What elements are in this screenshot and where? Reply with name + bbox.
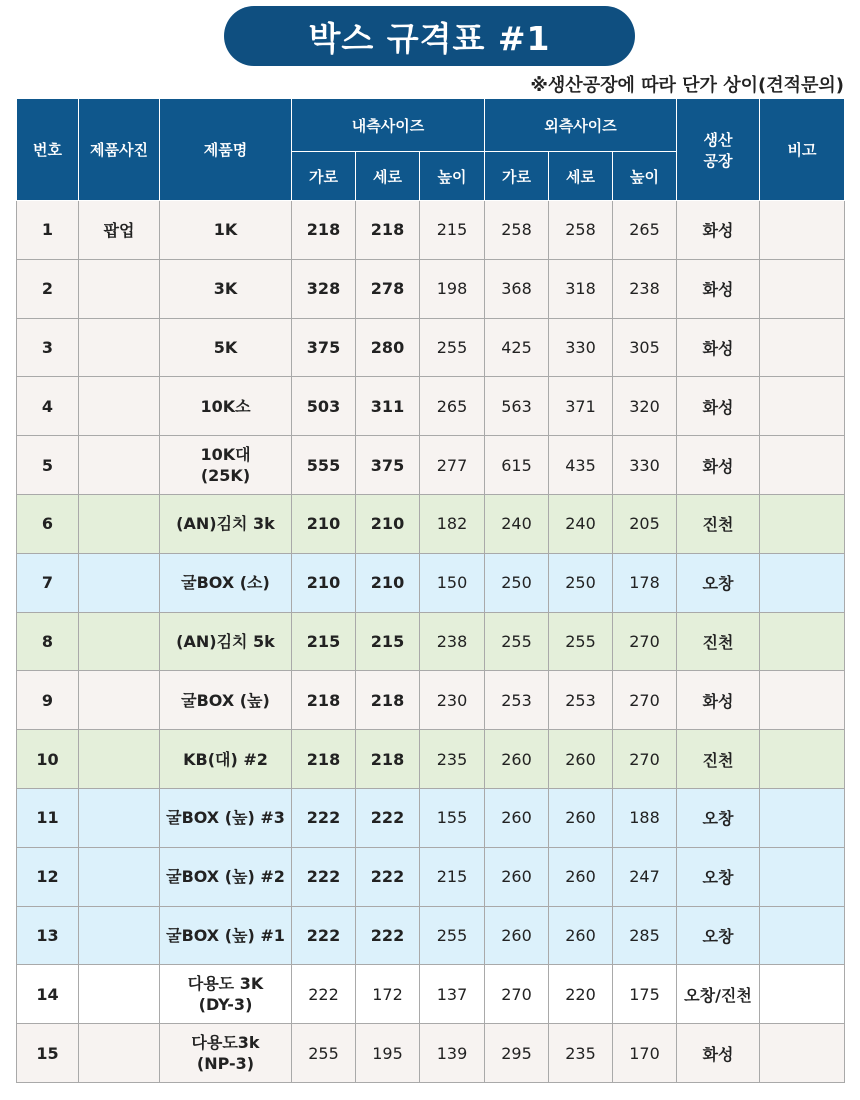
cell-remark — [760, 847, 845, 906]
cell-outer-width: 425 — [485, 318, 549, 377]
cell-factory: 오창 — [677, 906, 760, 965]
cell-name-line: 굴BOX (높) #2 — [166, 867, 285, 887]
cell-factory: 화성 — [677, 201, 760, 260]
cell-photo — [79, 553, 160, 612]
cell-photo: 팝업 — [79, 201, 160, 260]
cell-remark — [760, 730, 845, 789]
cell-name-line: 굴BOX (소) — [181, 573, 270, 593]
cell-outer-height: 320 — [613, 377, 677, 436]
cell-inner-width: 255 — [292, 1024, 356, 1083]
table-row — [17, 259, 845, 318]
cell-factory: 화성 — [677, 436, 760, 495]
cell-inner-height: 255 — [420, 318, 485, 377]
cell-remark — [760, 494, 845, 553]
cell-inner-length: 210 — [356, 553, 420, 612]
cell-outer-height: 305 — [613, 318, 677, 377]
cell-outer-width: 260 — [485, 906, 549, 965]
cell-name-line: 굴BOX (높) #1 — [166, 925, 285, 945]
cell-outer-height: 330 — [613, 436, 677, 495]
cell-outer-height: 265 — [613, 201, 677, 260]
cell-photo — [79, 847, 160, 906]
cell-name-line: (AN)김치 3k — [176, 514, 275, 534]
table-row — [17, 553, 845, 612]
cell-inner-length: 222 — [356, 847, 420, 906]
cell-outer-width: 240 — [485, 494, 549, 553]
cell-no: 13 — [17, 906, 79, 965]
cell-remark — [760, 1024, 845, 1083]
cell-inner-height: 230 — [420, 671, 485, 730]
cell-inner-height: 182 — [420, 494, 485, 553]
cell-inner-width: 555 — [292, 436, 356, 495]
cell-outer-length: 240 — [549, 494, 613, 553]
cell-inner-length: 375 — [356, 436, 420, 495]
cell-no: 12 — [17, 847, 79, 906]
cell-outer-height: 238 — [613, 259, 677, 318]
cell-inner-length: 218 — [356, 671, 420, 730]
header-inner-size: 내측사이즈 — [292, 99, 485, 152]
cell-factory: 진천 — [677, 730, 760, 789]
cell-remark — [760, 671, 845, 730]
cell-outer-width: 295 — [485, 1024, 549, 1083]
cell-factory: 진천 — [677, 612, 760, 671]
table-row — [17, 612, 845, 671]
cell-inner-length: 222 — [356, 906, 420, 965]
cell-inner-height: 238 — [420, 612, 485, 671]
cell-inner-height: 215 — [420, 847, 485, 906]
cell-remark — [760, 259, 845, 318]
cell-inner-length: 210 — [356, 494, 420, 553]
cell-no: 7 — [17, 553, 79, 612]
cell-no: 4 — [17, 377, 79, 436]
cell-outer-length: 435 — [549, 436, 613, 495]
cell-no: 9 — [17, 671, 79, 730]
table-row — [17, 494, 845, 553]
cell-remark — [760, 906, 845, 965]
page-title: 박스 규격표 #1 — [224, 6, 635, 66]
cell-name-line: 굴BOX (높) #3 — [166, 808, 285, 828]
cell-inner-length: 195 — [356, 1024, 420, 1083]
cell-name-line: (AN)김치 5k — [176, 631, 275, 651]
cell-name — [160, 377, 292, 436]
cell-outer-length: 250 — [549, 553, 613, 612]
cell-outer-height: 247 — [613, 847, 677, 906]
cell-inner-length: 280 — [356, 318, 420, 377]
table-row — [17, 201, 845, 260]
header-name: 제품명 — [160, 99, 292, 201]
table-row — [17, 671, 845, 730]
cell-outer-height: 178 — [613, 553, 677, 612]
header-inner-width: 가로 — [292, 152, 356, 201]
cell-no: 1 — [17, 201, 79, 260]
cell-inner-width: 222 — [292, 965, 356, 1024]
cell-inner-length: 222 — [356, 788, 420, 847]
cell-name-line: (DY-3) — [198, 995, 253, 1015]
cell-inner-height: 155 — [420, 788, 485, 847]
cell-inner-width: 210 — [292, 494, 356, 553]
cell-factory: 오창 — [677, 788, 760, 847]
cell-inner-height: 235 — [420, 730, 485, 789]
cell-outer-length: 220 — [549, 965, 613, 1024]
cell-outer-width: 260 — [485, 730, 549, 789]
cell-remark — [760, 201, 845, 260]
cell-name-line: 다용도3k — [191, 1033, 260, 1053]
cell-outer-width: 253 — [485, 671, 549, 730]
cell-photo — [79, 965, 160, 1024]
cell-name-line: (25K) — [200, 466, 251, 486]
cell-outer-height: 188 — [613, 788, 677, 847]
table-row — [17, 965, 845, 1024]
cell-inner-width: 210 — [292, 553, 356, 612]
cell-factory: 화성 — [677, 318, 760, 377]
cell-name — [160, 788, 292, 847]
cell-inner-length: 218 — [356, 201, 420, 260]
cell-name — [160, 965, 292, 1024]
cell-no: 11 — [17, 788, 79, 847]
cell-outer-width: 258 — [485, 201, 549, 260]
table-row — [17, 730, 845, 789]
cell-inner-height: 265 — [420, 377, 485, 436]
header-inner-height: 높이 — [420, 152, 485, 201]
cell-no: 8 — [17, 612, 79, 671]
cell-outer-length: 253 — [549, 671, 613, 730]
cell-inner-width: 218 — [292, 201, 356, 260]
cell-no: 5 — [17, 436, 79, 495]
cell-inner-width: 222 — [292, 906, 356, 965]
cell-name — [160, 436, 292, 495]
header-outer-length: 세로 — [549, 152, 613, 201]
cell-factory: 진천 — [677, 494, 760, 553]
cell-name — [160, 847, 292, 906]
table-row — [17, 1024, 845, 1083]
cell-inner-width: 222 — [292, 788, 356, 847]
header-outer-size: 외측사이즈 — [485, 99, 677, 152]
header-outer-height: 높이 — [613, 152, 677, 201]
header-factory — [677, 99, 760, 201]
cell-outer-length: 371 — [549, 377, 613, 436]
table-row — [17, 788, 845, 847]
cell-outer-length: 330 — [549, 318, 613, 377]
cell-inner-height: 277 — [420, 436, 485, 495]
cell-remark — [760, 788, 845, 847]
table-row — [17, 318, 845, 377]
table-row — [17, 847, 845, 906]
cell-inner-length: 218 — [356, 730, 420, 789]
cell-outer-length: 260 — [549, 730, 613, 789]
cell-photo — [79, 671, 160, 730]
cell-name-line: 10K대 — [200, 445, 251, 465]
cell-name-line: 10K소 — [200, 396, 251, 416]
cell-remark — [760, 553, 845, 612]
cell-photo — [79, 259, 160, 318]
cell-photo — [79, 788, 160, 847]
cell-outer-width: 615 — [485, 436, 549, 495]
header-remark: 비고 — [760, 99, 845, 201]
cell-name — [160, 553, 292, 612]
cell-name-line: 3K — [213, 279, 238, 299]
cell-remark — [760, 612, 845, 671]
cell-remark — [760, 377, 845, 436]
cell-inner-height: 215 — [420, 201, 485, 260]
cell-outer-height: 270 — [613, 730, 677, 789]
cell-remark — [760, 318, 845, 377]
cell-name — [160, 730, 292, 789]
price-note: ※생산공장에 따라 단가 상이(견적문의) — [530, 75, 844, 96]
cell-no: 15 — [17, 1024, 79, 1083]
cell-no: 6 — [17, 494, 79, 553]
cell-inner-width: 375 — [292, 318, 356, 377]
cell-outer-width: 260 — [485, 788, 549, 847]
cell-inner-height: 198 — [420, 259, 485, 318]
cell-photo — [79, 494, 160, 553]
cell-name-line: (NP-3) — [196, 1054, 255, 1074]
cell-photo — [79, 318, 160, 377]
cell-outer-height: 285 — [613, 906, 677, 965]
cell-name-line: 1K — [213, 220, 238, 240]
header-photo: 제품사진 — [79, 99, 160, 201]
cell-no: 2 — [17, 259, 79, 318]
cell-name — [160, 1024, 292, 1083]
cell-name — [160, 259, 292, 318]
cell-factory: 오창 — [677, 847, 760, 906]
cell-remark — [760, 436, 845, 495]
cell-outer-length: 318 — [549, 259, 613, 318]
table-row — [17, 906, 845, 965]
cell-photo — [79, 377, 160, 436]
cell-outer-width: 255 — [485, 612, 549, 671]
cell-inner-height: 137 — [420, 965, 485, 1024]
cell-inner-height: 255 — [420, 906, 485, 965]
cell-outer-width: 368 — [485, 259, 549, 318]
cell-photo — [79, 730, 160, 789]
cell-photo — [79, 612, 160, 671]
cell-inner-width: 218 — [292, 730, 356, 789]
cell-no: 10 — [17, 730, 79, 789]
header-no: 번호 — [17, 99, 79, 201]
cell-name-line: 5K — [213, 337, 238, 357]
cell-remark — [760, 965, 845, 1024]
cell-factory: 화성 — [677, 1024, 760, 1083]
cell-name — [160, 318, 292, 377]
cell-name — [160, 201, 292, 260]
cell-name — [160, 612, 292, 671]
cell-outer-width: 250 — [485, 553, 549, 612]
cell-outer-length: 260 — [549, 847, 613, 906]
cell-factory: 화성 — [677, 377, 760, 436]
cell-name — [160, 494, 292, 553]
cell-outer-width: 563 — [485, 377, 549, 436]
cell-inner-length: 172 — [356, 965, 420, 1024]
table-row — [17, 377, 845, 436]
table-body — [17, 201, 845, 1083]
cell-name — [160, 906, 292, 965]
cell-photo — [79, 906, 160, 965]
cell-name — [160, 671, 292, 730]
cell-factory: 오창 — [677, 553, 760, 612]
header-factory-line1: 생산 — [703, 130, 733, 149]
cell-name-line: 다용도 3K — [187, 974, 264, 994]
cell-inner-length: 278 — [356, 259, 420, 318]
cell-inner-width: 215 — [292, 612, 356, 671]
header-outer-width: 가로 — [485, 152, 549, 201]
cell-outer-length: 260 — [549, 788, 613, 847]
cell-outer-height: 205 — [613, 494, 677, 553]
cell-name-line: KB(대) #2 — [183, 749, 268, 769]
cell-outer-width: 270 — [485, 965, 549, 1024]
cell-factory: 화성 — [677, 259, 760, 318]
cell-outer-length: 260 — [549, 906, 613, 965]
cell-inner-width: 222 — [292, 847, 356, 906]
header-inner-length: 세로 — [356, 152, 420, 201]
cell-outer-length: 258 — [549, 201, 613, 260]
cell-inner-width: 328 — [292, 259, 356, 318]
cell-inner-width: 218 — [292, 671, 356, 730]
cell-no: 14 — [17, 965, 79, 1024]
cell-outer-height: 270 — [613, 671, 677, 730]
cell-outer-length: 235 — [549, 1024, 613, 1083]
cell-outer-width: 260 — [485, 847, 549, 906]
cell-no: 3 — [17, 318, 79, 377]
cell-factory: 화성 — [677, 671, 760, 730]
cell-inner-length: 215 — [356, 612, 420, 671]
cell-photo — [79, 1024, 160, 1083]
header-factory-line2: 공장 — [703, 151, 733, 170]
cell-inner-length: 311 — [356, 377, 420, 436]
cell-inner-height: 139 — [420, 1024, 485, 1083]
table-row — [17, 436, 845, 495]
cell-outer-height: 175 — [613, 965, 677, 1024]
cell-outer-length: 255 — [549, 612, 613, 671]
cell-photo — [79, 436, 160, 495]
cell-inner-height: 150 — [420, 553, 485, 612]
box-spec-table — [16, 98, 845, 1083]
cell-outer-height: 170 — [613, 1024, 677, 1083]
cell-outer-height: 270 — [613, 612, 677, 671]
cell-name-line: 굴BOX (높) — [181, 690, 270, 710]
cell-factory: 오창/진천 — [677, 965, 760, 1024]
cell-inner-width: 503 — [292, 377, 356, 436]
